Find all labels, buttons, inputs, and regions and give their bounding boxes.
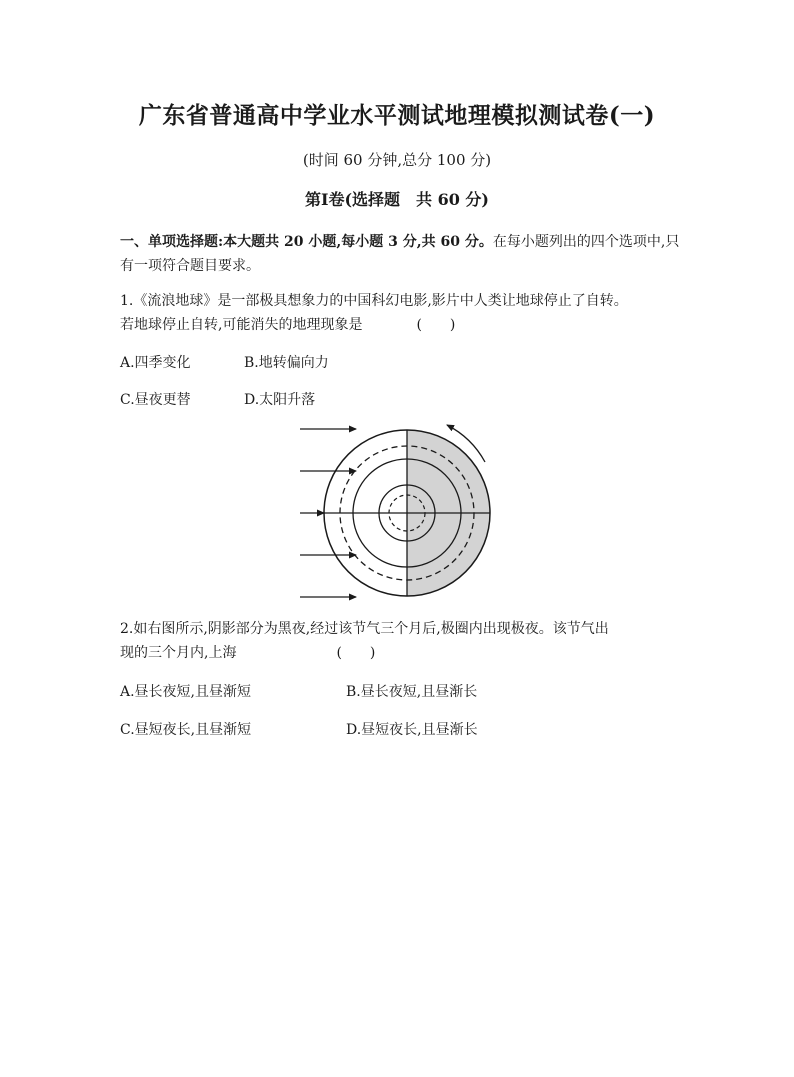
page-title: 广东省普通高中学业水平测试地理模拟测试卷(一) — [138, 102, 656, 129]
question-1-line-2: 若地球停止自转,可能消失的地理现象是 ( ) — [120, 313, 700, 337]
q1-option-a[interactable]: A.四季变化 — [120, 355, 191, 371]
volume-heading: 第Ⅰ卷(选择题 共 60 分) — [304, 190, 490, 209]
earth-illumination-diagram — [300, 420, 500, 605]
question-2-line-2: 现的三个月内,上海 ( ) — [120, 641, 700, 665]
answer-blank: ( ) — [416, 317, 456, 333]
question-1-line-1: 1.《流浪地球》是一部极具想象力的中国科幻电影,影片中人类让地球停止了自转。 — [120, 293, 628, 309]
question-1-stem — [120, 289, 700, 337]
exam-info: (时间 60 分钟,总分 100 分) — [302, 151, 492, 169]
answer-blank: ( ) — [336, 645, 376, 661]
section-rule: 在每小题列出的四个选项中,只有一项符合题目要求。 — [120, 234, 680, 274]
q2-option-a[interactable]: A.昼长夜短,且昼渐短 — [120, 684, 252, 700]
section-scoring: 本大题共 20 小题,每小题 3 分,共 60 分。 — [223, 234, 493, 250]
question-2-line-1: 2.如右图所示,阴影部分为黑夜,经过该节气三个月后,极圈内出现极夜。该节气出 — [120, 621, 609, 637]
q1-option-c[interactable]: C.昼夜更替 — [120, 392, 191, 408]
section-heading: 一、单项选择题: — [120, 234, 224, 250]
question-2-stem — [120, 617, 700, 665]
q2-option-c[interactable]: C.昼短夜长,且昼渐短 — [120, 722, 252, 738]
q2-option-b[interactable]: B.昼长夜短,且昼渐长 — [346, 684, 478, 700]
q1-option-d[interactable]: D.太阳升落 — [244, 392, 316, 408]
q2-option-d[interactable]: D.昼短夜长,且昼渐长 — [346, 722, 478, 738]
q1-option-b[interactable]: B.地转偏向力 — [244, 355, 329, 371]
section-instructions — [120, 230, 690, 278]
